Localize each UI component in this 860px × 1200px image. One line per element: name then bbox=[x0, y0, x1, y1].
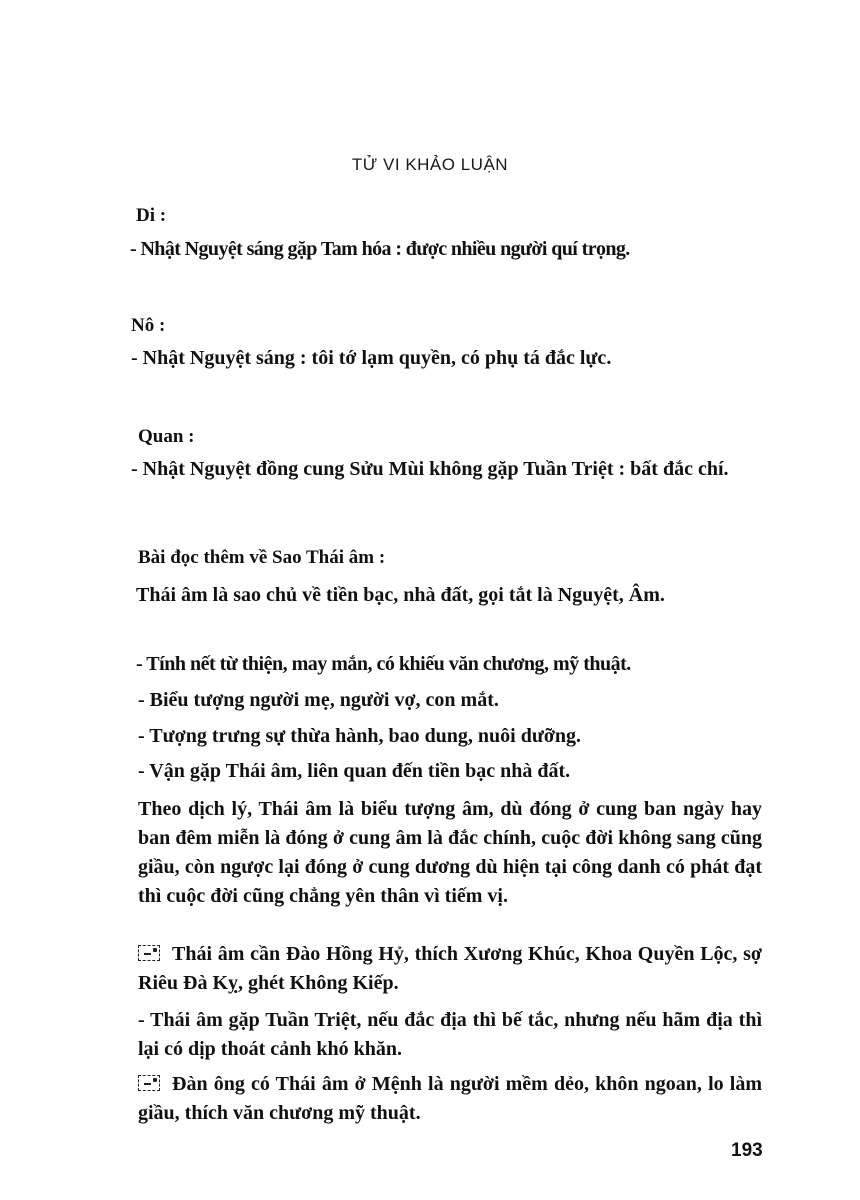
note-icon bbox=[138, 945, 160, 961]
section-heading-quan: Quan : bbox=[138, 426, 195, 447]
reading-bullet: - Biểu tượng người mẹ, người vợ, con mắt. bbox=[138, 689, 499, 711]
reading-heading: Bài đọc thêm về Sao Thái âm : bbox=[138, 547, 386, 568]
di-item: - Nhật Nguyệt sáng gặp Tam hóa : được nhiều người quí trọng. bbox=[130, 238, 630, 260]
no-item: - Nhật Nguyệt sáng : tôi tớ lạm quyền, có phụ tá đắc lực. bbox=[131, 347, 612, 369]
quan-item: - Nhật Nguyệt đồng cung Sửu Mùi không gặp Tuần Triệt : bất đắc chí. bbox=[131, 458, 729, 480]
reading-intro: Thái âm là sao chủ về tiền bạc, nhà đất, gọi tắt là Nguyệt, Âm. bbox=[136, 584, 665, 606]
note-3 bbox=[138, 1070, 762, 1128]
section-heading-no: Nô : bbox=[131, 315, 166, 336]
reading-bullet: - Vận gặp Thái âm, liên quan đến tiền bạc nhà đất. bbox=[138, 760, 571, 782]
section-heading-di: Di : bbox=[136, 205, 167, 226]
page-number: 193 bbox=[731, 1140, 763, 1161]
note-1 bbox=[138, 940, 762, 998]
running-head: TỬ VI KHẢO LUẬN bbox=[351, 155, 509, 174]
note-3-text: Đàn ông có Thái âm ở Mệnh là người mềm dẻo, khôn ngoan, lo làm giầu, thích văn chương mỹ thuật. bbox=[138, 1073, 762, 1124]
note-2: - Thái âm gặp Tuần Triệt, nếu đắc địa thì bế tắc, nhưng nếu hãm địa thì lại có dịp thoát cảnh khó khăn. bbox=[138, 1009, 762, 1060]
note-icon bbox=[138, 1075, 160, 1091]
reading-paragraph: Theo dịch lý, Thái âm là biểu tượng âm, dù đóng ở cung ban ngày hay ban đêm miễn là đóng ở cung âm là đắc chính, cuộc đời không sang cũng giầu, còn ngược lại đóng ở cung dương dù hiện tại công danh có phát đạt thì cuộc đời cũng chẳng yên thân vì tiếm vị. bbox=[138, 798, 762, 907]
reading-bullet: - Tượng trưng sự thừa hành, bao dung, nuôi dưỡng. bbox=[138, 725, 582, 747]
reading-bullet: - Tính nết từ thiện, may mắn, có khiếu văn chương, mỹ thuật. bbox=[136, 653, 631, 675]
note-1-text: Thái âm cần Đào Hồng Hỷ, thích Xương Khúc, Khoa Quyền Lộc, sợ Riêu Đà Kỵ, ghét Không Kiếp. bbox=[138, 943, 762, 994]
